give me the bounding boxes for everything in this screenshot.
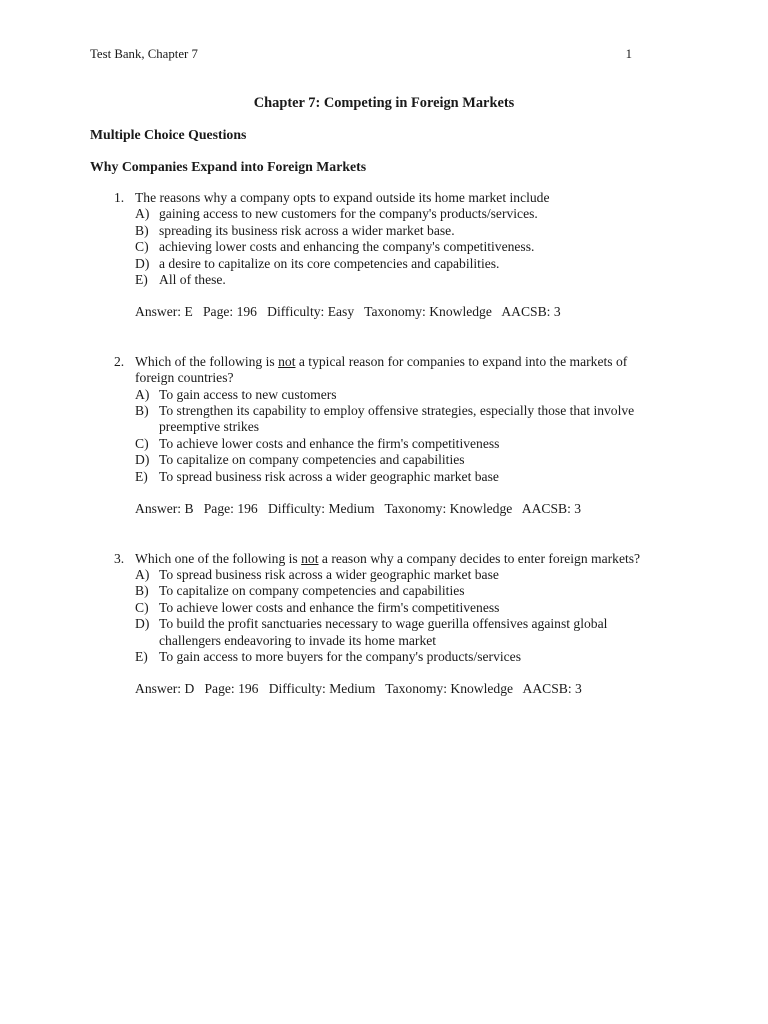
option-letter: A) [135,566,150,582]
option-letter: A) [135,206,150,222]
answer-options [135,206,650,288]
chapter-title: Chapter 7: Competing in Foreign Markets [253,95,515,111]
option-text: achieving lower costs and enhancing the company's competitiveness. [159,239,535,255]
option-text: To strengthen its capability to employ offensive strategies, especially those that involve preemptive strikes [159,403,635,435]
option-text: To achieve lower costs and enhance the firm's competitiveness [159,599,500,615]
answer-line [135,501,650,517]
answer-line [135,304,650,320]
answer-aacsb: AACSB: 3 [501,304,561,320]
option-letter: A) [135,386,150,402]
option-text: To gain access to new customers [159,386,337,402]
option-c [135,436,650,452]
option-b [135,403,650,436]
option-text: To capitalize on company competencies and capabilities [159,452,465,468]
option-text: To capitalize on company competencies and capabilities [159,583,465,599]
question-number: 2. [114,353,125,369]
answer-page: Page: 196 [202,304,257,320]
option-d [135,452,650,468]
answer-difficulty: Difficulty: Medium [267,501,375,517]
option-text: gaining access to new customers for the company's products/services. [159,206,538,222]
option-letter: E) [135,272,148,288]
answer-page: Page: 196 [203,501,258,517]
option-c [135,239,650,255]
question-stem [135,354,650,387]
question-number: 1. [114,190,125,205]
answer-taxonomy: Taxonomy: Knowledge [385,681,514,697]
question-1 [114,190,650,321]
stem-text: Which of the following is [135,353,279,369]
stem-text-after: a typical reason for companies to expand into the markets of foreign countries? [135,353,628,386]
question-2 [114,353,650,518]
option-b [135,583,650,599]
option-d [135,256,650,272]
answer-taxonomy: Taxonomy: Knowledge [364,304,492,320]
document-body [90,94,650,698]
subsection-heading: Why Companies Expand into Foreign Markets [90,159,367,174]
answer-key: Answer: E [135,304,193,320]
stem-emphasis: not [301,550,319,566]
answer-key: Answer: B [135,501,194,517]
stem-text: The reasons why a company opts to expand outside its home market include [135,190,550,205]
answer-key: Answer: D [135,681,195,697]
header-title: Test Bank, Chapter 7 [90,47,198,61]
option-c [135,600,650,616]
option-e [135,469,650,485]
option-letter: D) [135,452,150,468]
option-text: a desire to capitalize on its core competencies and capabilities. [159,255,500,271]
question-stem [135,190,650,206]
option-text: spreading its business risk across a wider market base. [159,222,455,238]
option-text: To spread business risk across a wider geographic market base [159,566,499,582]
option-text: To build the profit sanctuaries necessary to wage guerilla offensives against global challengers endeavoring to invade its home market [159,616,608,648]
option-letter: C) [135,239,149,255]
answer-line [135,681,650,697]
option-text: To gain access to more buyers for the company's products/services [159,648,521,664]
stem-emphasis: not [278,353,296,369]
answer-aacsb: AACSB: 3 [521,501,582,517]
answer-aacsb: AACSB: 3 [522,681,582,697]
option-b [135,223,650,239]
stem-text-after: a reason why a company decides to enter foreign markets? [318,550,641,566]
question-number: 3. [114,550,125,566]
answer-page: Page: 196 [204,681,259,697]
option-a [135,567,650,583]
option-letter: B) [135,583,149,599]
question-3 [114,550,650,698]
option-letter: E) [135,468,148,484]
option-e [135,272,650,288]
option-text: To spread business risk across a wider geographic market base [159,468,499,484]
answer-taxonomy: Taxonomy: Knowledge [384,501,513,517]
option-letter: D) [135,616,150,632]
option-letter: B) [135,403,149,419]
option-a [135,206,650,222]
answer-difficulty: Difficulty: Easy [267,304,355,320]
answer-difficulty: Difficulty: Medium [268,681,376,697]
page-number: 1 [625,47,632,61]
answer-options [135,567,650,665]
option-letter: C) [135,435,149,451]
stem-text: Which one of the following is [135,550,302,566]
option-letter: C) [135,599,149,615]
option-text: To achieve lower costs and enhance the firm's competitiveness [159,435,500,451]
option-a [135,387,650,403]
question-stem [135,551,650,567]
option-letter: D) [135,255,150,271]
section-heading: Multiple Choice Questions [90,127,247,142]
option-d [135,616,650,649]
answer-options [135,387,650,485]
option-letter: E) [135,648,148,664]
option-text: All of these. [159,272,226,288]
option-e [135,649,650,665]
option-letter: B) [135,222,149,238]
